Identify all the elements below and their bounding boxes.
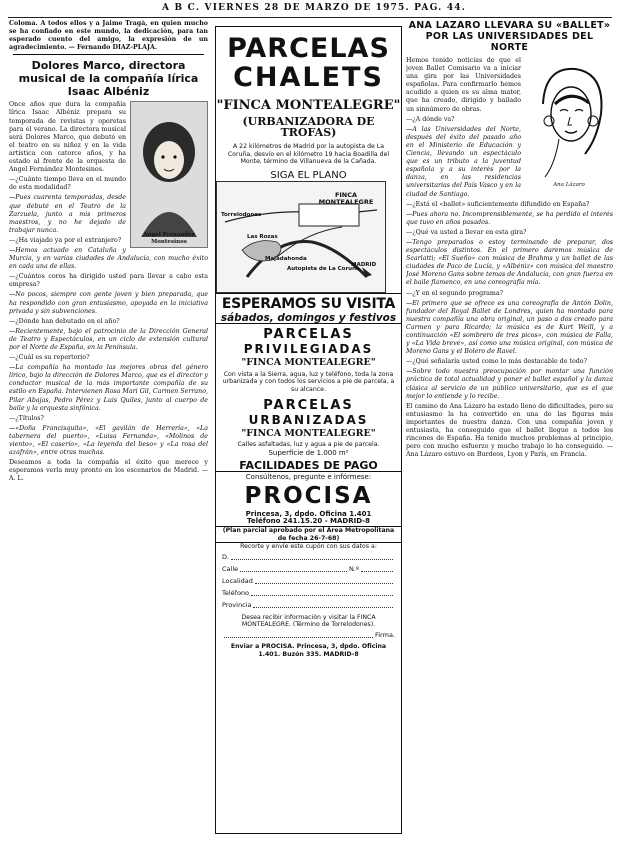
location-map bbox=[216, 181, 386, 293]
coupon-field-label: Provincia bbox=[222, 600, 252, 609]
coupon-line bbox=[231, 551, 393, 560]
ad-consulte: Consúltenos, pregunte e infórmese: bbox=[245, 473, 372, 482]
coupon-line bbox=[224, 629, 373, 638]
ad-phone: Teléfono 241.15.20 - MADRID-8 bbox=[247, 517, 370, 526]
question: —¿Ha viajado ya por el extranjero? bbox=[9, 236, 122, 244]
answer: —Tengo preparados o estoy terminando de preparar, dos espectáculos distintos. En el primero daremos música de Scarlatti; «El Sueño» con música de Brahms y un ballet de las ciudades de Paco de Lucía, y «Albéniz» con música del maestro José Moreno Gans sobre temas de Andalucía, con gran fuerza en el baile flamenco, en una coreografía mía. bbox=[406, 238, 613, 287]
ad-urbanizadas: URBANIZADAS bbox=[248, 412, 369, 427]
ad-finca-name: "FINCA MONTEALEGRE" bbox=[216, 98, 401, 113]
page-header bbox=[0, 3, 620, 17]
coupon-form bbox=[216, 551, 401, 611]
ad-title-chalets: CHALETS bbox=[233, 62, 384, 93]
coupon-field[interactable] bbox=[216, 551, 401, 563]
ad-title-parcelas: PARCELAS bbox=[227, 33, 390, 64]
map-finca-label: FINCA MONTEALEGRE bbox=[318, 190, 374, 206]
portrait-photo bbox=[130, 101, 208, 248]
ad-procisa: PROCISA bbox=[244, 482, 373, 509]
coupon-line bbox=[361, 563, 393, 572]
question: —¿A dónde va? bbox=[406, 115, 455, 123]
right-column bbox=[406, 20, 613, 835]
coupon-field-label: Localidad bbox=[222, 576, 253, 585]
coupon-field[interactable] bbox=[216, 575, 401, 587]
photo-caption: Angel Fernández Montesinos bbox=[143, 232, 195, 245]
ad-privilegiadas-text: Con vista a la Sierra, agua, luz y teléfono, toda la zona urbanizada y con todos los servicios a pie de parcela, a su alcance. bbox=[222, 370, 395, 393]
portrait-image bbox=[131, 102, 207, 247]
coupon-field-label: N.º bbox=[348, 564, 359, 573]
map-title: SIGA EL PLANO bbox=[270, 169, 347, 181]
coupon-field[interactable] bbox=[216, 599, 401, 611]
ad-finca-name: "FINCA MONTEALEGRE" bbox=[241, 357, 376, 369]
coupon-field[interactable] bbox=[216, 587, 401, 599]
advertisement-finca-montealegre bbox=[215, 26, 402, 834]
ad-address: Princesa, 3, dpdo. Oficina 1.401 bbox=[245, 509, 372, 518]
coupon-intro: Recorte y envíe este cupón con sus datos a: bbox=[240, 543, 377, 551]
ad-esperamos: ESPERAMOS SU VISITA bbox=[221, 295, 396, 312]
article-heading-dolores: Dolores Marco, directora musical de la compañía lírica Isaac Albéniz bbox=[18, 59, 199, 99]
question: —¿Está el «ballet» suficientemente difundido en España? bbox=[406, 200, 590, 208]
divider bbox=[13, 54, 204, 55]
map-torrelodones-label: Torrelodones bbox=[221, 211, 262, 218]
ad-plan-note: (Plan parcial aprobado por el Área Metropolitana de fecha 26-7-68) bbox=[222, 527, 395, 542]
coupon-field-label: Teléfono bbox=[222, 588, 250, 597]
map-madrid-label: MADRID bbox=[351, 261, 377, 268]
coupon-line bbox=[255, 575, 393, 584]
ad-parcelas-privilegiadas: PARCELAS bbox=[263, 327, 354, 343]
answer: —Pues ahora no. Incomprensiblemente, se ha perdido el interés que tuvo en años pasados. bbox=[406, 210, 613, 226]
question: —¿Y en el segundo programa? bbox=[406, 289, 504, 297]
closing-paragraph: Deseamos a toda la compañía el éxito que merece y esperamos verla muy pronto en los escenarios de Madrid. — A. L. bbox=[9, 459, 208, 483]
left-column bbox=[9, 20, 208, 835]
coupon-sign-label: Firma. bbox=[374, 631, 395, 639]
question: —¿Dónde han debutado en el año? bbox=[9, 317, 120, 325]
header-text: A B C. VIERNES 28 DE MARZO DE 1975. PAG. 44. bbox=[162, 3, 467, 13]
ad-parcelas-urbanizadas: PARCELAS bbox=[263, 397, 354, 413]
answer: —La compañía ha montado las mejores obras del género lírico, bajo la dirección de Dolores Marco, que es el director y conductor musical de la más importante compañía de su estilo en España. Intervienen Rosa Mari Gil, Carmen Serrano, Pilar Abajas, Pedro Pérez y Luis Quiles, junto al cuerpo de baile y la orquesta sinfónica. bbox=[9, 364, 208, 412]
header-rule bbox=[8, 17, 612, 18]
ad-privilegiadas: PRIVILEGIADAS bbox=[243, 342, 374, 357]
question: —¿Cuántos coros ha dirigido usted para llevar a cabo esta empresa? bbox=[9, 273, 208, 289]
left-intro: Coloma. A todos ellos y a Jaime Tragá, en quien mucho se ha confiado en este mundo, la dedicación, para tan esperado cuento del amigo, la expresión de un agradecimiento. — Fernando DIAZ-PLAJA. bbox=[9, 20, 208, 52]
drawing-caption: Ana Lázaro bbox=[553, 181, 585, 188]
question: —¿Qué va usted a llevar en esta gira? bbox=[406, 228, 527, 236]
map-place-label: Autopista de La Coruña bbox=[287, 265, 360, 272]
coupon-field[interactable] bbox=[216, 563, 401, 575]
answer: —Hemos actuado en Cataluña y Murcia, y en varias ciudades de Andalucía, con mucho éxito en cada una de ellas. bbox=[9, 246, 208, 271]
right-paragraph: Hemos tenido noticias de que el joven Ballet Comisario va a iniciar una gira por las Universidades españolas. Para confirmarlo hemos acudido a quien es su alma mater, que ha creado, dirigido y bailado un sinnúmero de obras. bbox=[406, 57, 521, 113]
coupon-line bbox=[240, 563, 347, 572]
ad-facilidades: FACILIDADES DE PAGO bbox=[239, 459, 378, 473]
map-place-label: Majadahonda bbox=[265, 255, 307, 262]
coupon-field-label: Calle bbox=[222, 564, 239, 573]
question: —¿Cuál es su repertorio? bbox=[9, 354, 90, 362]
answer: —A las Universidades del Norte, después del éxito del pasado año en el Ministerio de Educación y Ciencia, llevando un espectáculo que es un tributo a la juventud española y a su interés por la danza, en las residencias universitarias del País Vasco y en la ciudad de Santiago. bbox=[406, 125, 521, 198]
ad-finca-name: "FINCA MONTEALEGRE" bbox=[241, 427, 376, 439]
ad-superficie: Superficie de 1.000 m² bbox=[268, 448, 349, 457]
ana-lazaro-drawing bbox=[525, 59, 613, 189]
ana-lazaro-image bbox=[525, 59, 613, 189]
ad-dias: sábados, domingos y festivos bbox=[220, 311, 397, 324]
answer: —Recientemente, bajo el patrocinio de la Dirección General de Teatro y Espectáculos, en un ciclo de extensión cultural por el Norte de España, en la Península. bbox=[9, 327, 208, 351]
divider bbox=[216, 293, 401, 294]
answer: —El primero que se ofrece es una coreografía de Antón Dolin, fundador del Royal Ballet de Londres, quien ha montado para nuestra compañía una obra original, un paso a dos creado para Carmen y para Ricardo; la música es de Kurt Weill, y a continuación «El sombrero de tres picos», con música de Falla, y «La Vida breve», así como una música original, con música de Moreno Gans y el Bolero de Ravel. bbox=[406, 299, 613, 356]
map-place-label: Las Rozas bbox=[247, 233, 278, 240]
ad-urbanizadas-text: Calles asfaltadas, luz y agua a pie de parcela. bbox=[237, 441, 380, 449]
coupon-send-to: Enviar a PROCISA. Princesa, 3, dpdo. Oficina 1.401. Buzón 335. MADRID-8 bbox=[230, 643, 387, 658]
article-heading-ana: ANA LAZARO LLEVARA SU «BALLET» POR LAS UNIVERSIDADES DEL NORTE bbox=[408, 20, 611, 53]
answer: —No pocos, siempre con gente joven y bien preparada, que ha respondido con gran entusiasmo, apoyada en la iniciativa privada y sin subvenciones. bbox=[9, 291, 208, 315]
ad-location-text: A 22 kilómetros de Madrid por la autopista de La Coruña, desvío en el kilómetro 19 hacia Boadilla del Monte, término de Villanueva de la Cañada. bbox=[227, 143, 390, 166]
answer: —Pues cuarenta temporadas, desde que debuté en el Teatro de la Zarzuela, junto a mis primeros maestros, y no he dejado de trabajar nunca. bbox=[9, 194, 126, 234]
coupon-line bbox=[251, 587, 393, 596]
question: —¿Qué señalaría usted como lo más destacable de todo? bbox=[406, 358, 587, 366]
final-paragraph: El camino de Ana Lázaro ha estado lleno de dificultades, pero su entusiasmo la ha convertido en una de las figuras más importantes de nuestra danza. Con una compañía joven y entusiasta, ha conseguido que el ballet llegue a todos los rincones de España. Ha tenido muchos problemas al principio, pero con mucho esfuerzo y mucho trabajo lo ha conseguido. — Ana Lázaro estuvo en Burdeos, Lyon y París, en Francia. bbox=[406, 402, 613, 459]
question: —¿Cuánto tiempo lleva en el mundo de esta modalidad? bbox=[9, 176, 126, 192]
coupon-field-label: D. bbox=[222, 552, 230, 561]
question: —¿Títulos? bbox=[9, 414, 44, 422]
coupon-line bbox=[253, 599, 393, 608]
answer: —«Doña Francisquita», «El gavilán de Herrería», «La tabernera del puerto», «Luisa Fernanda», «Molinos de viento», «El caserío», «La leyenda del beso» y «La rosa del azafrán», entre otras muchas. bbox=[9, 424, 208, 457]
coupon-text: Desea recibir información y visitar la FINCA MONTEALEGRE. (Término de Torrelodones). bbox=[241, 613, 376, 629]
ad-urbanizadora: (URBANIZADORA DE TROFAS) bbox=[242, 115, 375, 139]
coupon-signature[interactable] bbox=[216, 629, 401, 641]
answer: —Sobre todo nuestra preocupación por montar una función práctica de total actualidad y poner el ballet español y la danza clásica al servicio de un público universitario, que es el que mejor lo entiende y lo recibe. bbox=[406, 368, 613, 400]
left-paragraph: Once años que dura la compañía lírica Isaac Albéniz prepara su temporada de revistas y operetas para el verano. La directora musical será Dolores Marco, que debutó en el teatro en su niñez y en la vida artística con catorce años, y ha estado al frente de la orquesta de Angel Fernández Montesinos. bbox=[9, 101, 126, 174]
